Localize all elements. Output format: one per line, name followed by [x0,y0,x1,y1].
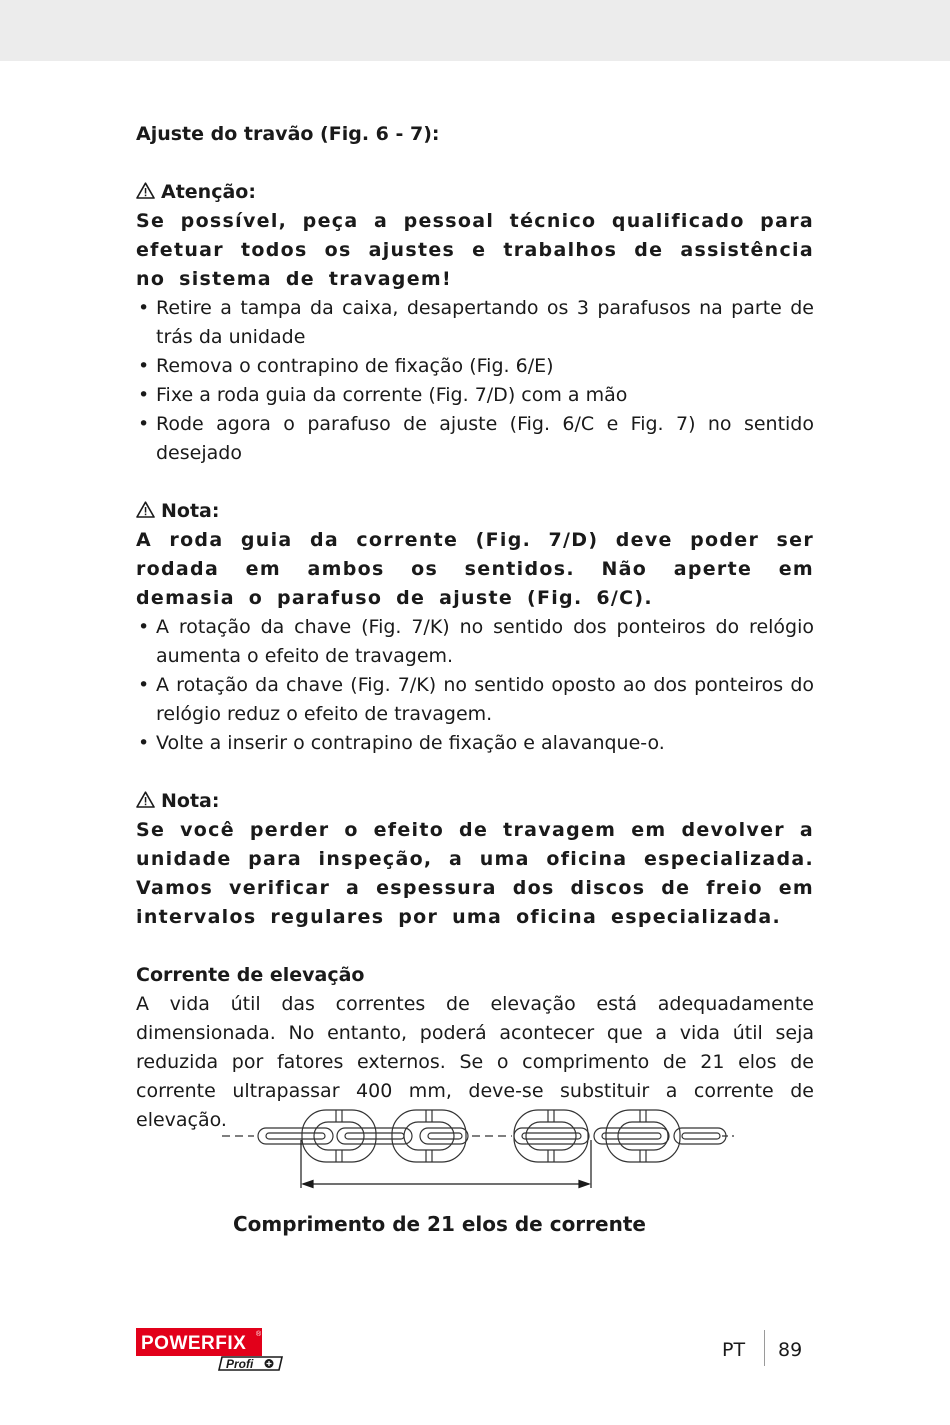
list-item: • Fixe a roda guia da corrente (Fig. 7/D) com a mão [136,381,814,410]
warning-triangle-icon [136,791,155,808]
list-item: • A rotação da chave (Fig. 7/K) no sentido oposto ao dos ponteiros do relógio reduz o efeito de travagem. [136,671,814,729]
warning-title: Atenção: [136,178,814,207]
note-title: Nota: [136,787,814,816]
section-heading: Ajuste do travão (Fig. 6 - 7): [136,123,440,145]
chain-link-flat [420,1128,468,1144]
powerfix-logo [136,1328,286,1374]
top-band [0,0,950,61]
svg-text:Profi: Profi [226,1357,254,1371]
page-content [136,120,814,1135]
chain-link-upright [392,1110,466,1162]
chain-link-flat [594,1128,669,1144]
warning-triangle-icon [136,501,155,518]
section-title: Corrente de elevação [136,964,365,986]
language-code: PT [722,1339,746,1361]
chain-drawing [222,1100,742,1200]
page-number: 89 [778,1339,803,1361]
figure-caption: Comprimento de 21 elos de corrente [233,1212,646,1236]
note-text: A roda guia da corrente (Fig. 7/D) deve poder ser rodada em ambos os sentidos. Não aperte em demasia o parafuso de ajuste (Fig. 6/C). [136,529,814,609]
note-text: Se você perder o efeito de travagem em devolver a unidade para inspeção, a uma oficina especializada. Vamos verificar a espessura dos discos de freio em intervalos regulares por uma oficina especializada. [136,819,814,928]
chain-link-flat [674,1128,726,1144]
chain-diagram [222,1100,742,1200]
list-item: • Remova o contrapino de fixação (Fig. 6/E) [136,352,814,381]
list-item: • Rode agora o parafuso de ajuste (Fig. 6/C e Fig. 7) no sentido desejado [136,410,814,468]
list-item: • Volte a inserir o contrapino de fixação e alavanque-o. [136,729,814,758]
list-item: • Retire a tampa da caixa, desapertando os 3 parafusos na parte de trás da unidade [136,294,814,352]
footer-divider [764,1330,765,1366]
svg-text:POWERFIX: POWERFIX [141,1333,247,1354]
warning-text: Se possível, peça a pessoal técnico qualificado para efetuar todos os ajustes e trabalhos de assistência no sistema de travagem! [136,210,814,290]
chain-link-flat [514,1128,589,1144]
svg-text:®: ® [256,1331,262,1338]
chain-link-upright [514,1110,588,1162]
chain-link-flat [337,1128,412,1144]
adjust-steps-list [136,294,814,468]
chain-link-upright [302,1110,376,1162]
warning-triangle-icon [136,182,155,199]
section-text: A vida útil das correntes de elevação está adequadamente dimensionada. No entanto, poderá acontecer que a vida útil seja reduzida por fatores externos. Se o comprimento de 21 elos de corrente ultrapassar 400 mm, deve-se substituir a corrente de elevação. [136,993,814,1131]
list-item: • A rotação da chave (Fig. 7/K) no sentido dos ponteiros do relógio aumenta o efeito de travagem. [136,613,814,671]
note-title: Nota: [136,497,814,526]
key-rotation-list [136,613,814,758]
chain-link-flat [258,1128,333,1144]
dimension-line [301,1140,591,1188]
